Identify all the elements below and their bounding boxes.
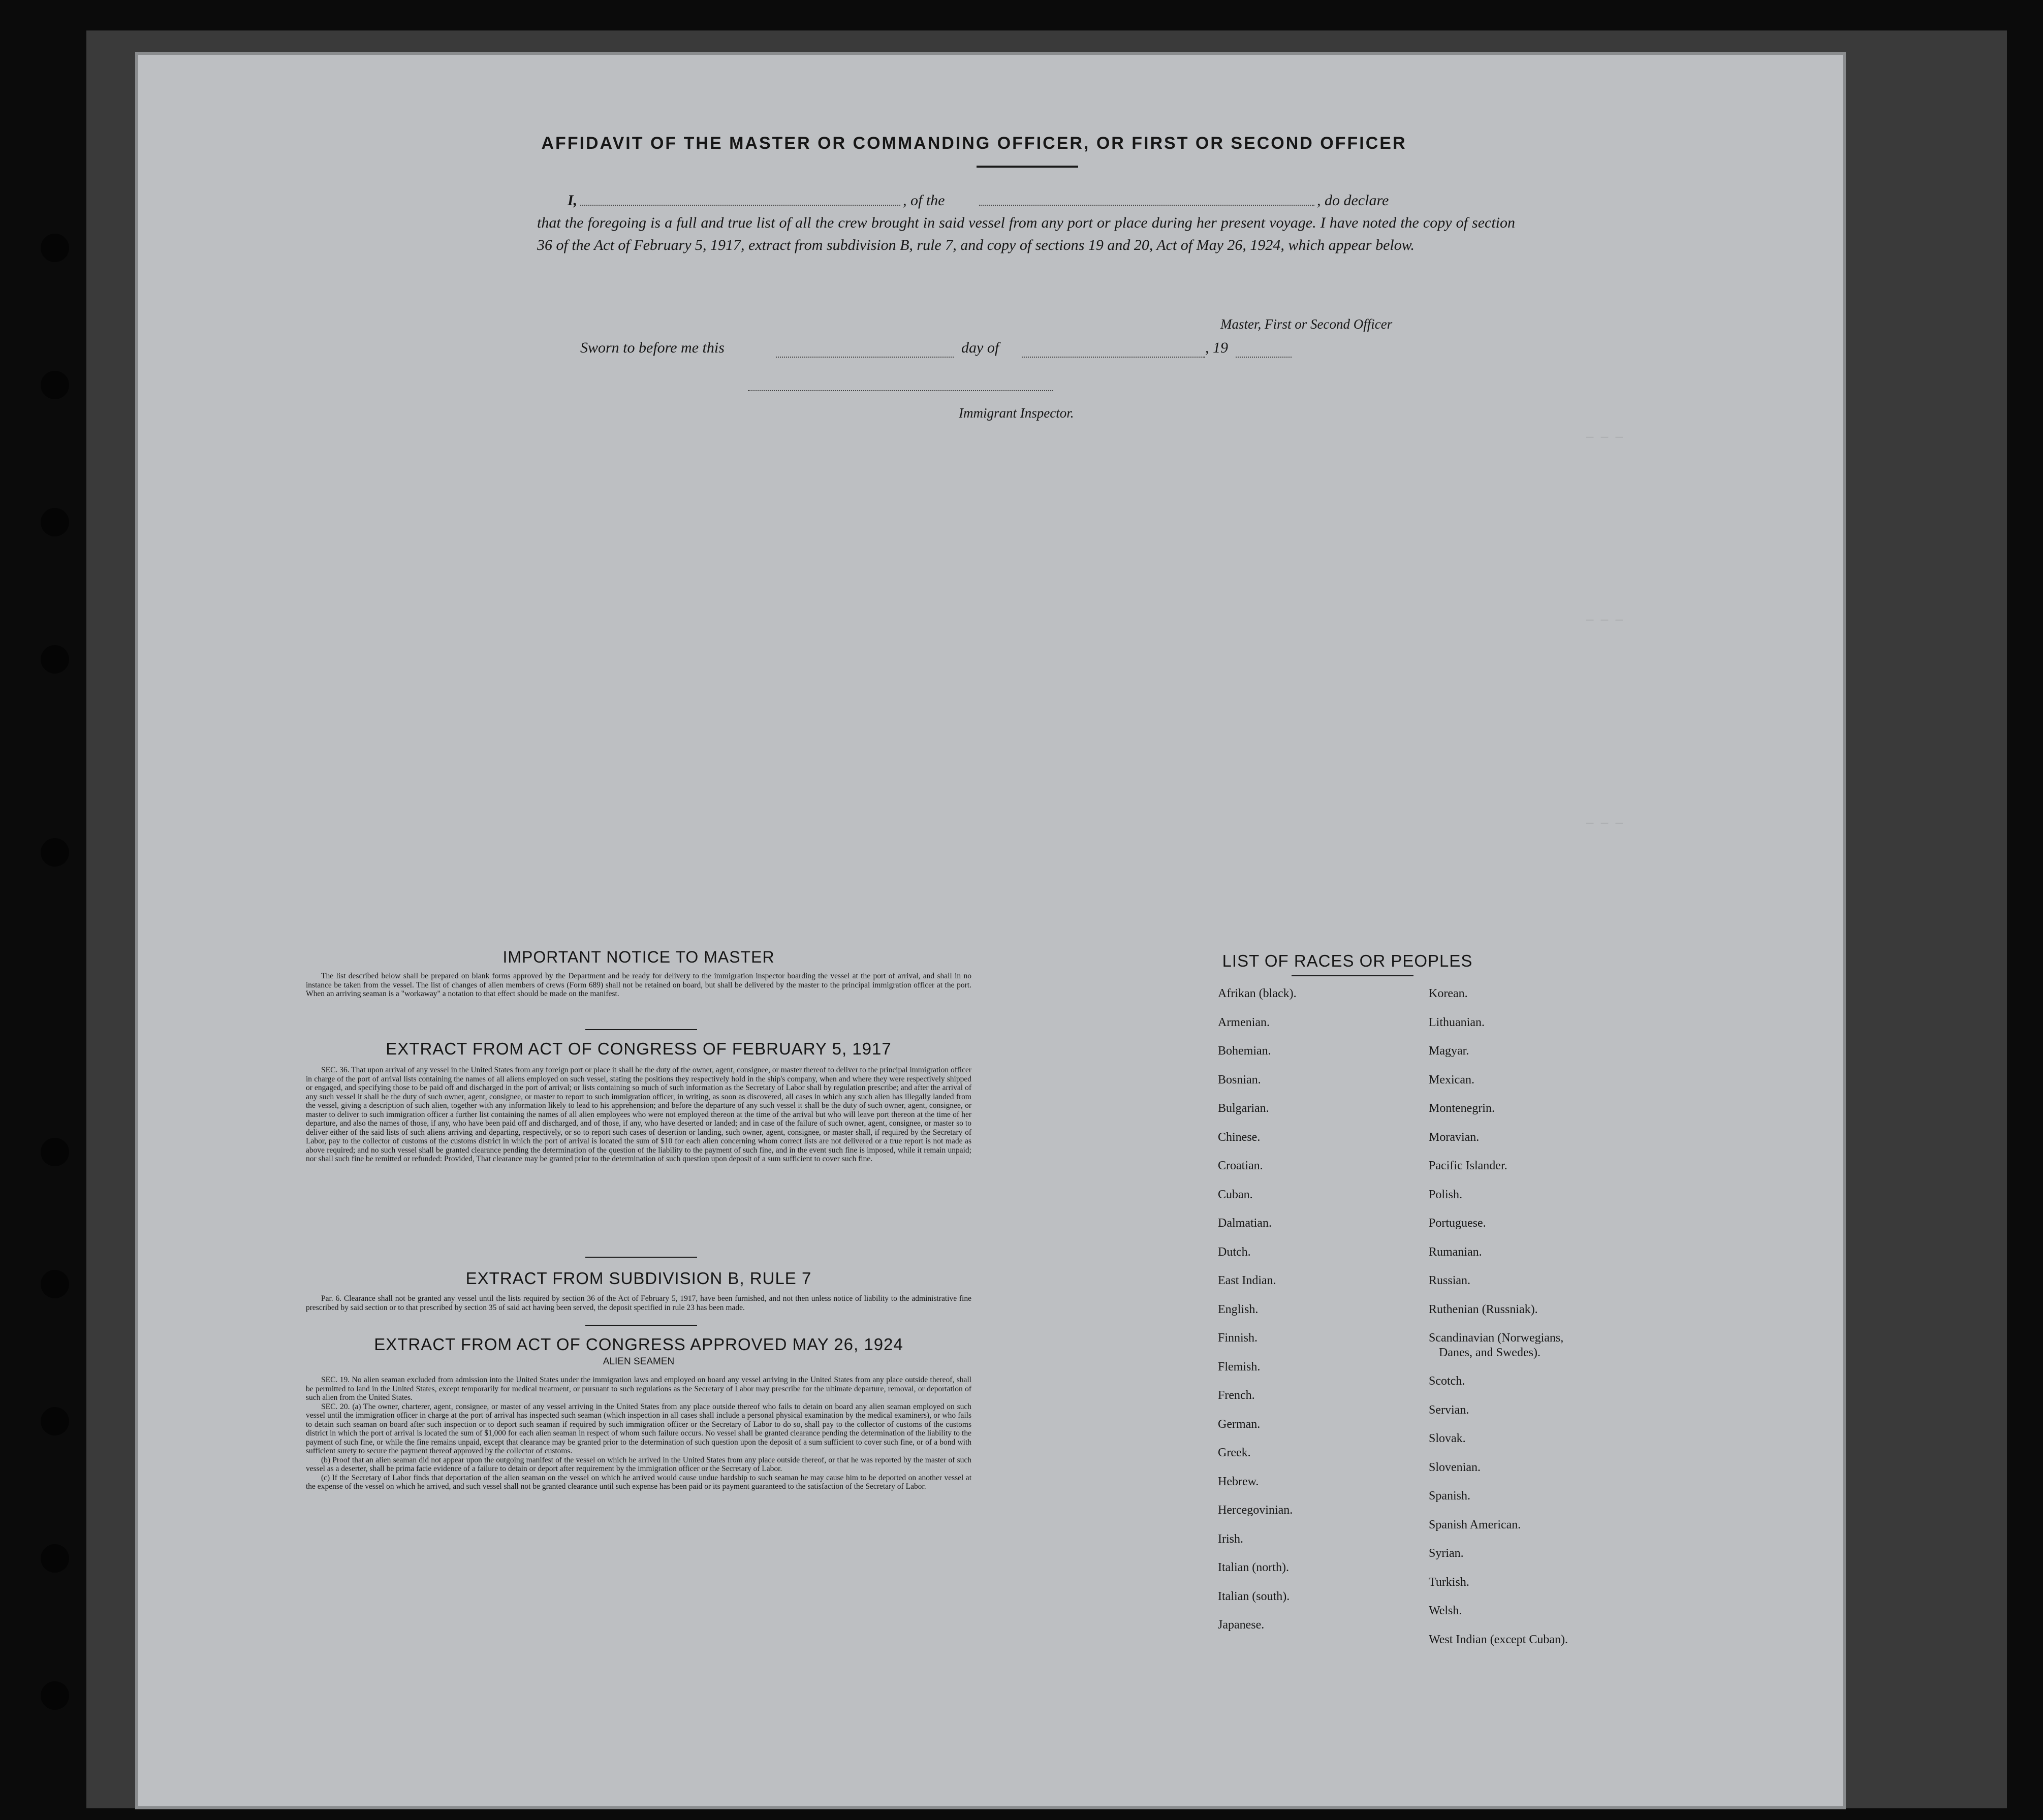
sworn-line xyxy=(580,339,1444,365)
extract-1917-text: SEC. 36. That upon arrival of any vessel in the United States from any foreign port or place it shall be the duty of the owner, agent, consignee, or master thereof to deliver to the principal immigration officer in charge of the port of arrival lists containing the names of all aliens employed on such vessel, stating the positions they respectively hold in the ship's company, when and where they were respectively shipped or engaged, and specifying those to be paid off and discharged in the port of arrival; or lists containing so much of such information as the Secretary of Labor shall by regulation prescribe; and after the arrival of any such vessel it shall be the duty of such owner, agent, consignee, or master to report to such immigration officer, in writing, as soon as discovered, all cases in which any such alien has illegally landed from the vessel, giving a description of such alien, together with any information likely to lead to his apprehension; and before the departure of any such vessel it shall be the duty of such owner, agent, consignee, or master to deliver to such immigration officer a further list containing the names of all alien employees who were not employed thereon at the time of the arrival but who will leave port thereon at the time of her departure, and also the names of those, if any, who have been paid off and discharged, and of those, if any, who have deserted or landed; and in case of the failure of such owner, agent, consignee, or master so to deliver either of the said lists of such aliens arriving and departing, respectively, or so to report such cases of desertion or landing, such owner, agent, consignee, or master shall, if required by the Secretary of Labor, pay to the collector of customs of the customs district in which the port of arrival is located the sum of $10 for each alien concerning whom correct lists are not delivered or a true report is not made as above required; and no such vessel shall be granted clearance pending the determination of the question of the liability to the payment of such fine, and in the event such fine is imposed, while it remain unpaid; nor shall such fine be remitted or refunded: Provided, That clearance may be granted prior to the determination of such question upon deposit of a sum sufficient to cover such fine. xyxy=(306,1066,971,1163)
race-item: Cuban. xyxy=(1218,1188,1253,1201)
race-item: English. xyxy=(1218,1302,1259,1316)
binder-hole xyxy=(41,371,69,399)
race-item: Croatian. xyxy=(1218,1159,1263,1172)
race-item: Irish. xyxy=(1218,1532,1243,1546)
race-item: East Indian. xyxy=(1218,1274,1276,1287)
bleed-through-text: — — — xyxy=(1586,431,1623,444)
race-item: German. xyxy=(1218,1417,1261,1431)
binder-hole xyxy=(41,1681,69,1710)
binder-hole xyxy=(41,234,69,262)
sworn-year-field[interactable] xyxy=(1236,357,1292,358)
race-item: French. xyxy=(1218,1389,1255,1402)
race-item: Portuguese. xyxy=(1429,1217,1486,1230)
day-of-label: day of xyxy=(961,339,999,356)
binder-hole xyxy=(41,645,69,674)
race-item: Bosnian. xyxy=(1218,1073,1261,1087)
year-label: , 19 xyxy=(1205,339,1228,356)
master-signature-label: Master, First or Second Officer xyxy=(1220,316,1393,332)
binder-hole xyxy=(41,838,69,867)
race-item: Flemish. xyxy=(1218,1360,1261,1374)
race-item: Moravian. xyxy=(1429,1130,1480,1144)
alien-seamen-subtitle: ALIEN SEAMEN xyxy=(603,1356,675,1367)
race-item: Hercegovinian. xyxy=(1218,1504,1293,1517)
bleed-through-text: — — — xyxy=(1586,614,1623,627)
sec20b-text: (b) Proof that an alien seaman did not appear upon the outgoing manifest of the vessel on which he arrived in the United States from any place outside thereof, or that he was reported by the master of such vessel as a deserter, shall be prima facie evidence of a failure to detain or deport after requirement by the immigration officer or the Secretary of Labor. xyxy=(306,1455,971,1473)
race-item: Lithuanian. xyxy=(1429,1015,1485,1029)
races-underline xyxy=(1292,975,1413,976)
document-page xyxy=(138,55,1843,1806)
race-item: West Indian (except Cuban). xyxy=(1429,1633,1568,1646)
race-item: Danes, and Swedes). xyxy=(1439,1346,1541,1359)
race-item: Armenian. xyxy=(1218,1015,1270,1029)
binder-hole xyxy=(41,508,69,536)
race-item: Magyar. xyxy=(1429,1044,1469,1058)
race-item: Turkish. xyxy=(1429,1575,1469,1589)
race-item: Chinese. xyxy=(1218,1130,1261,1144)
race-item: Hebrew. xyxy=(1218,1475,1259,1488)
binder-hole xyxy=(41,1544,69,1573)
affidavit-i-label: I, xyxy=(568,192,578,209)
race-item: Afrikan (black). xyxy=(1218,987,1297,1000)
notice-text: The list described below shall be prepared on blank forms approved by the Department and be ready for delivery to the immigration inspector boarding the vessel at the port of arrival, and shall in no instance be taken from the vessel. The list of changes of alien members of crews (Form 689) shall not be retained on board, but shall be delivered by the master to the principal immigration officer at the port. When an arriving seaman is a "workaway" a notation to that effect should be made on the manifest. xyxy=(306,972,971,998)
extract-1917-title: EXTRACT FROM ACT OF CONGRESS OF FEBRUARY 5, 1917 xyxy=(386,1039,892,1058)
race-item: Servian. xyxy=(1429,1403,1469,1417)
races-title: LIST OF RACES OR PEOPLES xyxy=(1222,951,1473,970)
rule7-title: EXTRACT FROM SUBDIVISION B, RULE 7 xyxy=(465,1269,812,1288)
bleed-through-text: — — — xyxy=(1586,817,1623,831)
section-divider xyxy=(585,1257,697,1258)
inspector-label: Immigrant Inspector. xyxy=(959,405,1074,421)
vessel-name-field[interactable] xyxy=(979,205,1314,206)
race-item: Pacific Islander. xyxy=(1429,1159,1507,1172)
race-item: Mexican. xyxy=(1429,1073,1474,1087)
race-item: Dutch. xyxy=(1218,1245,1251,1259)
race-item: Syrian. xyxy=(1429,1547,1464,1560)
sec20c-text: (c) If the Secretary of Labor finds that deportation of the alien seaman on the vessel on which he arrived would cause undue hardship to such seaman he may cause him to be deported on another vessel at the expense of the vessel on which he arrived, and such vessel shall not be granted clearance until such expense has been paid or its payment guaranteed to the satisfaction of the Secretary of Labor. xyxy=(306,1473,971,1491)
race-item: Spanish. xyxy=(1429,1489,1471,1503)
race-item: Italian (north). xyxy=(1218,1561,1289,1574)
section-divider xyxy=(585,1029,697,1030)
extract-1924-title: EXTRACT FROM ACT OF CONGRESS APPROVED MAY 26, 1924 xyxy=(374,1335,903,1354)
title-underline xyxy=(977,166,1078,168)
rule7-text: Par. 6. Clearance shall not be granted any vessel until the lists required by section 36 of the Act of February 5, 1917, have been furnished, and not then unless notice of liability to the administrative fine prescribed by said section or to that prescribed by section 35 of said act having been served, the deposit specified in rule 23 has been made. xyxy=(306,1294,971,1312)
affidavit-body xyxy=(537,189,1515,257)
race-item: Scandinavian (Norwegians, xyxy=(1429,1331,1564,1345)
race-item: Slovenian. xyxy=(1429,1460,1481,1474)
binder-hole xyxy=(41,1270,69,1298)
affidavit-declare-label: , do declare xyxy=(1317,192,1389,209)
race-item: Russian. xyxy=(1429,1274,1471,1287)
race-item: Dalmatian. xyxy=(1218,1217,1272,1230)
inspector-signature-field[interactable] xyxy=(748,390,1053,391)
race-item: Bohemian. xyxy=(1218,1044,1271,1058)
race-item: Italian (south). xyxy=(1218,1589,1290,1603)
race-item: Montenegrin. xyxy=(1429,1102,1495,1115)
notice-title: IMPORTANT NOTICE TO MASTER xyxy=(502,948,775,966)
race-item: Rumanian. xyxy=(1429,1245,1482,1259)
race-item: Greek. xyxy=(1218,1446,1251,1459)
race-item: Spanish American. xyxy=(1429,1518,1521,1531)
binder-hole xyxy=(41,1138,69,1166)
officer-name-field[interactable] xyxy=(580,205,900,206)
race-item: Scotch. xyxy=(1429,1375,1465,1388)
race-item: Ruthenian (Russniak). xyxy=(1429,1302,1538,1316)
sworn-label: Sworn to before me this xyxy=(580,339,725,356)
sworn-day-field[interactable] xyxy=(776,357,954,358)
race-item: Korean. xyxy=(1429,987,1468,1000)
binder-hole xyxy=(41,1407,69,1435)
sec19-text: SEC. 19. No alien seaman excluded from admission into the United States under the immigration laws and employed on board any vessel arriving in the United States from any place outside thereof, shall be permitted to land in the United States, except temporarily for medical treatment, or pursuant to such regulations as the Secretary of Labor may prescribe for the ultimate departure, removal, or deportation of such alien from the United States. xyxy=(306,1376,971,1402)
extract-1924-text xyxy=(306,1376,971,1491)
race-item: Slovak. xyxy=(1429,1432,1466,1445)
affidavit-of-the-label: , of the xyxy=(903,192,945,209)
sworn-month-field[interactable] xyxy=(1022,357,1205,358)
affidavit-title: AFFIDAVIT OF THE MASTER OR COMMANDING OFFICER, OR FIRST OR SECOND OFFICER xyxy=(541,134,1407,153)
race-item: Bulgarian. xyxy=(1218,1102,1269,1115)
race-item: Finnish. xyxy=(1218,1331,1258,1345)
race-item: Welsh. xyxy=(1429,1604,1462,1617)
section-divider xyxy=(585,1325,697,1326)
sec20a-text: SEC. 20. (a) The owner, charterer, agent, consignee, or master of any vessel arriving in the United States from any place outside thereof who fails to detain on board any alien seaman employed on such vessel until the immigration officer in charge at the port of arrival has inspected such seaman (which inspection in all cases shall include a personal physical examination by the medical examiners), or who fails to detain such seaman on board after such inspection or to deport such seaman if required by such immigration officer or the Secretary of Labor to do so, shall pay to the collector of customs of the customs district in which the port of arrival is located the sum of $1,000 for each alien seaman in respect of whom such failure occurs. No vessel shall be granted clearance pending the determination of the liability to the payment of such fine, or while the fine remains unpaid, except that clearance may be granted prior to the determination of such question upon the deposit of a sum sufficient to cover such fine, or of a bond with sufficient surety to secure the payment thereof approved by the collector of customs. xyxy=(306,1402,971,1455)
race-item: Polish. xyxy=(1429,1188,1463,1201)
race-item: Japanese. xyxy=(1218,1618,1265,1632)
affidavit-statement: that the foregoing is a full and true list of all the crew brought in said vessel from any port or place during her present voyage. I have noted the copy of section 36 of the Act of February 5, 1917, extract from subdivision B, rule 7, and copy of sections 19 and 20, Act of May 26, 1924, which appear below. xyxy=(537,214,1515,253)
